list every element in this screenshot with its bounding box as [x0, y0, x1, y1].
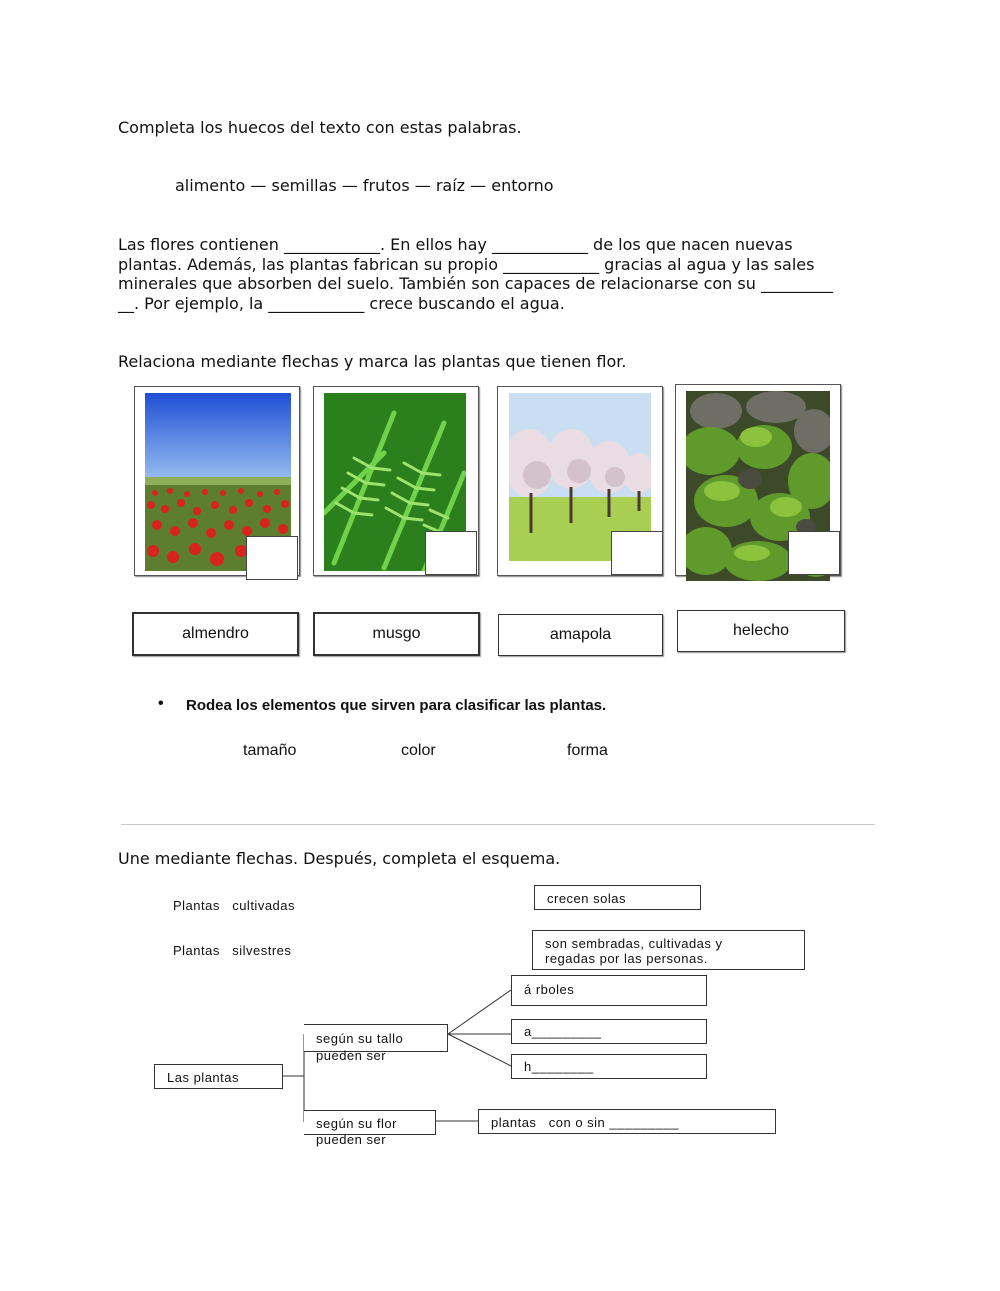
branch-sub-label: pueden ser — [316, 1132, 387, 1147]
word-bank: alimento — semillas — frutos — raíz — entorno — [175, 176, 554, 195]
paragraph-line: minerales que absorben del suelo. También son capaces de relacionarse con su _________ — [118, 274, 833, 293]
leaf-arboles — [511, 975, 707, 1006]
left-item-cultivadas: Plantas cultivadas — [173, 898, 296, 913]
right-item-text: son sembradas, cultivadas y — [545, 936, 723, 951]
label-musgo[interactable]: musgo — [313, 612, 480, 656]
label-helecho[interactable]: helecho — [677, 610, 845, 652]
scheme-root-text: Las plantas — [167, 1070, 239, 1085]
leaf-text: á rboles — [524, 982, 575, 997]
leaf-flower-blank[interactable] — [478, 1109, 776, 1134]
leaf-text: a_________ — [524, 1024, 602, 1039]
branch-label: según su tallo — [316, 1031, 404, 1046]
label-amapola[interactable]: amapola — [498, 614, 663, 656]
leaf-text: h________ — [524, 1059, 594, 1074]
classify-word-forma[interactable]: forma — [567, 742, 608, 759]
bullet-icon: • — [158, 695, 164, 712]
instruction-fill-gaps: Completa los huecos del texto con estas palabras. — [118, 118, 522, 137]
right-item-text: crecen solas — [547, 891, 626, 906]
classify-word-color[interactable]: color — [401, 742, 436, 759]
scheme-root-box — [154, 1064, 283, 1089]
classify-heading: Rodea los elementos que sirven para clasificar las plantas. — [186, 697, 607, 714]
leaf-h-blank[interactable] — [511, 1054, 707, 1079]
classify-word-tamano[interactable]: tamaño — [243, 742, 297, 759]
instruction-join-arrows: Une mediante flechas. Después, completa el esquema. — [118, 849, 561, 868]
leaf-text: plantas con o sin _________ — [491, 1115, 679, 1130]
left-item-silvestres: Plantas silvestres — [173, 943, 292, 958]
paragraph-line: __. Por ejemplo, la ____________ crece buscando el agua. — [118, 293, 565, 313]
instruction-match-plants: Relaciona mediante flechas y marca las plantas que tienen flor. — [118, 352, 627, 371]
label-almendro[interactable]: almendro — [132, 612, 299, 656]
leaf-a-blank[interactable] — [511, 1019, 707, 1044]
right-item-text: regadas por las personas. — [545, 951, 708, 966]
branch-label: según su flor — [316, 1116, 397, 1131]
branch-sub-label: pueden ser — [316, 1048, 387, 1063]
paragraph-line: Las flores contienen ____________. En ellos hay ____________ de los que nacen nuevas — [118, 235, 793, 254]
paragraph-line: plantas. Además, las plantas fabrican su propio ____________ gracias al agua y las sales — [118, 254, 815, 274]
